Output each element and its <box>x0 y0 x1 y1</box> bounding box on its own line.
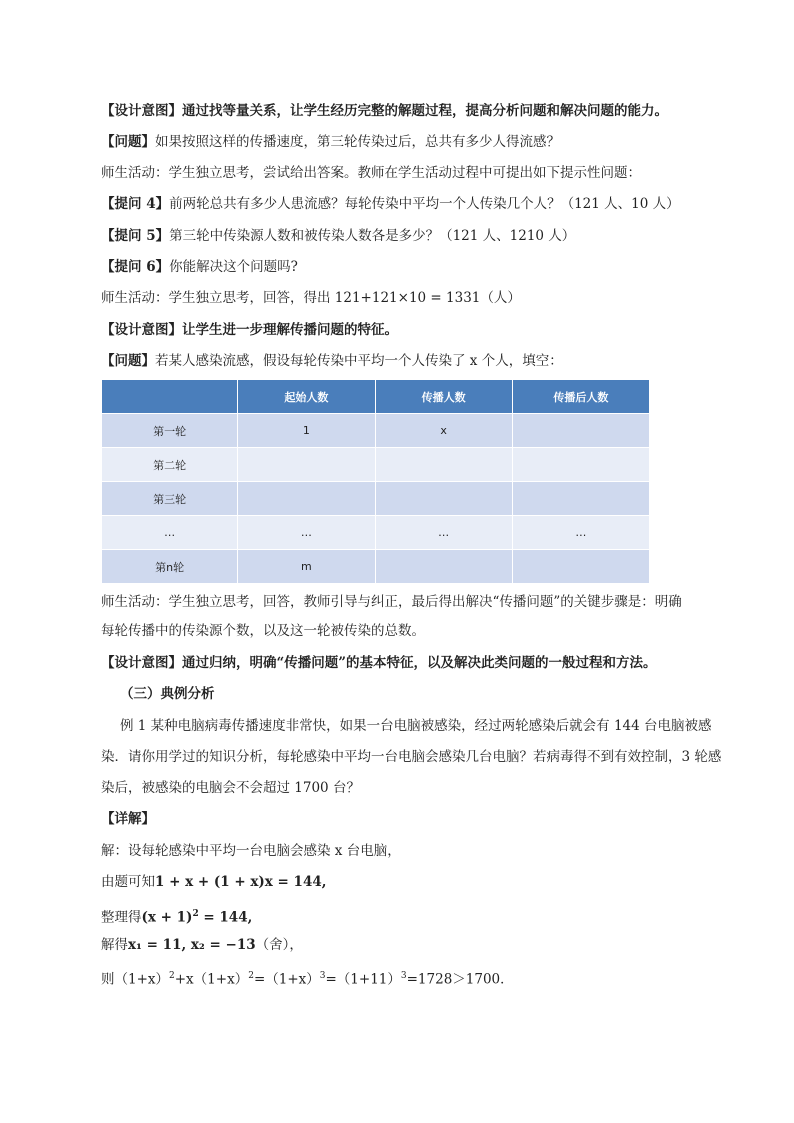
design-intent-3 <box>101 653 694 673</box>
section-heading: （三）典例分析 <box>120 686 215 702</box>
table-cell: … <box>102 516 238 550</box>
table-header-cell <box>102 380 238 414</box>
example-1-line-1: 例 1 某种电脑病毒传播速度非常快，如果一台电脑被感染，经过两轮感染后就会有 144 台电脑被感 <box>120 718 712 734</box>
example-1-line-3: 染后，被感染的电脑会不会超过 1700 台？ <box>101 780 360 796</box>
prompt-6 <box>101 257 694 277</box>
text: 通过找等量关系，让学生经历完整的解题过程，提高分析问题和解决问题的能力。 <box>182 103 668 119</box>
question-1 <box>101 132 694 152</box>
exponent: 3 <box>400 971 407 981</box>
label: 【提问 6】 <box>101 259 170 275</box>
table-row <box>102 516 650 550</box>
label: 【提问 5】 <box>101 228 170 244</box>
activity-3-line-2: 每轮传播中的传染源个数，以及这一轮被传染的总数。 <box>101 623 425 639</box>
text: 通过归纳，明确“传播问题”的基本特征，以及解决此类问题的一般过程和方法。 <box>182 655 657 671</box>
table-header-cell: 起始人数 <box>238 380 375 414</box>
text: 前两轮总共有多少人患流感？每轮传染中平均一个人传染几个人？（121 人、10 人） <box>169 196 680 212</box>
table-cell <box>512 482 649 516</box>
table-cell <box>512 550 649 584</box>
exponent: 3 <box>319 971 326 981</box>
text: 第三轮中传染源人数和被传染人数各是多少？（121 人、1210 人） <box>169 228 576 244</box>
exponent: 2 <box>192 909 199 919</box>
solution-heading: 【详解】 <box>101 811 155 827</box>
table-row <box>102 482 650 516</box>
math: x₁ = 11, x₂ = −13 <box>128 937 256 953</box>
table-header-cell: 传播人数 <box>375 380 512 414</box>
table-cell: 第三轮 <box>102 482 238 516</box>
part: =（1+11） <box>325 971 401 988</box>
prefix: 由题可知 <box>101 874 155 890</box>
math: 1 + x + (1 + x)x = 144, <box>155 874 327 890</box>
table-cell: 第n轮 <box>102 550 238 584</box>
prefix: 解得 <box>101 937 128 953</box>
activity-3-line-1: 师生活动：学生独立思考，回答，教师引导与纠正，最后得出解决“传播问题”的关键步骤是：明确 <box>101 594 682 610</box>
table-cell: 1 <box>238 414 375 448</box>
table-cell: … <box>375 516 512 550</box>
propagation-table <box>101 379 650 584</box>
table-cell <box>238 448 375 482</box>
prompt-5 <box>101 226 694 246</box>
table-header-row <box>102 380 650 414</box>
table-cell <box>512 448 649 482</box>
part: =（1+x） <box>253 971 320 988</box>
equation-1 <box>101 872 694 892</box>
exponent: 2 <box>169 971 175 981</box>
table-cell: 第一轮 <box>102 414 238 448</box>
table-cell <box>512 414 649 448</box>
table-cell: m <box>238 550 375 584</box>
label: 【问题】 <box>101 353 155 369</box>
example-1-line-2: 染．请你用学过的知识分析，每轮感染中平均一台电脑会感染几台电脑？若病毒得不到有效控制，3 轮感 <box>101 749 722 765</box>
text: 你能解决这个问题吗? <box>169 259 298 275</box>
math-a: (x + 1) <box>141 909 193 926</box>
label: 【问题】 <box>101 134 155 150</box>
table-cell: 第二轮 <box>102 448 238 482</box>
activity-1: 师生活动：学生独立思考，尝试给出答案。教师在学生活动过程中可提出如下提示性问题： <box>101 165 641 181</box>
table-cell: … <box>512 516 649 550</box>
table-row <box>102 414 650 448</box>
math-b: = 144, <box>198 909 253 926</box>
part: =1728＞1700． <box>406 971 514 988</box>
prompt-4 <box>101 194 694 214</box>
table-cell <box>375 550 512 584</box>
part: 则（1+x） <box>101 971 170 988</box>
question-2 <box>101 351 694 371</box>
label: 【设计意图】 <box>101 322 182 338</box>
equation-4 <box>101 966 694 990</box>
text: 让学生进一步理解传播问题的特征。 <box>182 322 398 338</box>
table-cell: x <box>375 414 512 448</box>
text: 若某人感染流感，假设每轮传染中平均一个人传染了 x 个人，填空： <box>155 353 563 369</box>
prefix: 整理得 <box>101 909 142 926</box>
activity-2: 师生活动：学生独立思考，回答，得出 121+121×10 = 1331（人） <box>101 290 521 306</box>
equation-2 <box>101 904 694 928</box>
label: 【设计意图】 <box>101 103 182 119</box>
equation-3 <box>101 935 694 955</box>
text: 如果按照这样的传播速度，第三轮传染过后，总共有多少人得流感？ <box>155 134 560 150</box>
label: 【提问 4】 <box>101 196 170 212</box>
table-header-cell: 传播后人数 <box>512 380 649 414</box>
label: 【设计意图】 <box>101 655 182 671</box>
table-cell <box>375 448 512 482</box>
suffix: （舍）， <box>255 937 303 953</box>
part: +x（1+x） <box>174 971 249 988</box>
design-intent-1 <box>101 101 694 121</box>
exponent: 2 <box>248 971 254 981</box>
design-intent-2 <box>101 320 694 340</box>
table-cell <box>238 482 375 516</box>
table-row <box>102 550 650 584</box>
solution-setup: 解：设每轮感染中平均一台电脑会感染 x 台电脑， <box>101 843 401 859</box>
table-cell <box>375 482 512 516</box>
table-row <box>102 448 650 482</box>
table-cell: … <box>238 516 375 550</box>
